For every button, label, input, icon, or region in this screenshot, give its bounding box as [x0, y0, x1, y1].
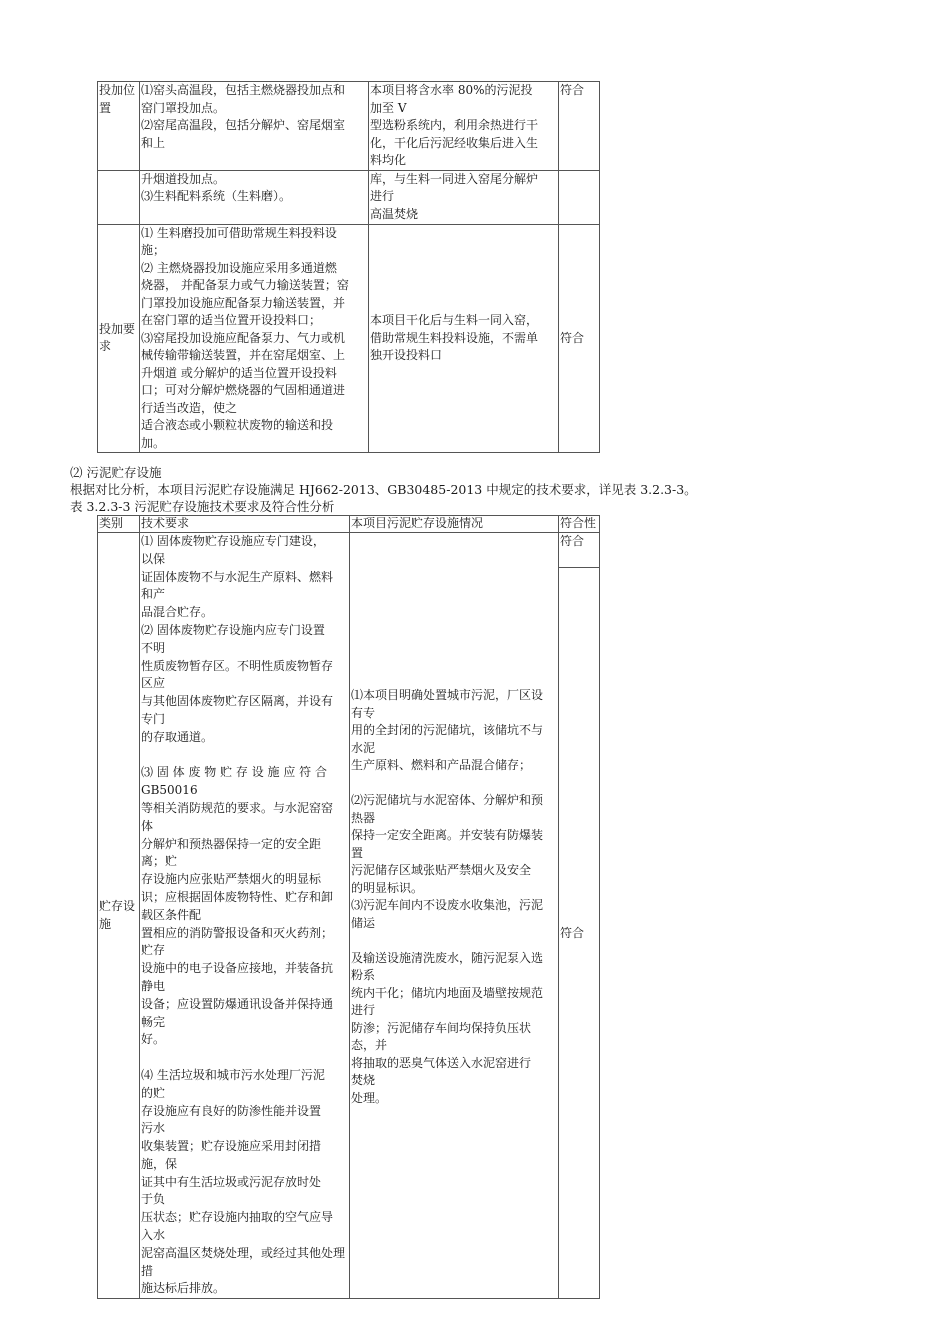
project-cell: 本项目干化后与生料一同入窑， 借助常规生料投料设施，不需单 独开设投料口: [369, 224, 559, 453]
section-heading: ⑵ 污泥贮存设施: [70, 465, 162, 480]
category-cell: 贮存设 施: [98, 533, 140, 1299]
conformity-cell: 符合: [559, 568, 600, 1299]
table-feeding: [97, 81, 600, 453]
intro-paragraph: 根据对比分析，本项目污泥贮存设施满足 HJ662-2013、GB30485-2013 中规定的技术要求，详见表 3.2.3-3。: [70, 482, 697, 497]
conformity-cell: 符合: [559, 533, 600, 568]
category-cell: [98, 170, 140, 224]
requirement-cell: ⑴ 生料磨投加可借助常规生料投料设 施； ⑵ 主燃烧器投加设施应采用多通道燃 烧器， 并配备泵力或气力输送装置；窑 门罩投加设施应配备泵力输送装置，并 在窑门罩的适当位置开设投料口； ⑶窑尾投加设施应配备泵力、气力或机 械传输带输送装置，并在窑尾烟室、上 升烟道 或分解炉的适当位置开设投料 口；可对分解炉燃烧器的气固相通道进 行适当改造，使之 适合液态或小颗粒状废物的输送和投 加。: [140, 224, 369, 453]
conformity-cell: [559, 170, 600, 224]
conformity-cell: 符合: [559, 224, 600, 453]
table-sludge-storage: [97, 515, 600, 1299]
table-row: [98, 533, 600, 568]
category-cell: 投加要 求: [98, 224, 140, 453]
table-header-row: [98, 516, 600, 533]
table-caption: 表 3.2.3-3 污泥贮存设施技术要求及符合性分析: [70, 499, 335, 514]
requirement-cell: ⑴ 固体废物贮存设施应专门建设， 以保 证固体废物不与水泥生产原料、燃料 和产 品混合贮存。 ⑵ 固体废物贮存设施内应专门设置 不明 性质废物暂存区。不明性质废物暂存 区应 与其他固体废物贮存区隔离，并设有 专门 的存取通道。 ⑶ 固 体 废 物 贮 存 设 施 应 符 合 GB50016 等相关消防规范的要求。与水泥窑窑 体 分解炉和预热器保持一定的安全距 离；贮 存设施内应张贴严禁烟火的明显标 识；应根据固体废物特性、贮存和卸 载区条件配 置相应的消防警报设备和灭火药剂； 贮存 设施中的电子设备应接地，并装备抗 静电 设备；应设置防爆通讯设备并保持通 畅完 好。 ⑷ 生活垃圾和城市污水处理厂污泥 的贮 存设施应有良好的防渗性能并设置 污水 收集装置；贮存设施应采用封闭措 施，保 证其中有生活垃圾或污泥存放时处 于负 压状态；贮存设施内抽取的空气应导 入水 泥窑高温区焚烧处理，或经过其他处理 措 施达标后排放。: [140, 533, 350, 1299]
category-cell: 投加位 置: [98, 82, 140, 171]
table-row: [98, 82, 600, 171]
requirement-cell: ⑴窑头高温段，包括主燃烧器投加点和 窑门罩投加点。 ⑵窑尾高温段，包括分解炉、窑尾烟室 和上: [140, 82, 369, 171]
header-conformity: 符合性: [559, 516, 600, 533]
header-category: 类别: [98, 516, 140, 533]
project-cell: ⑴本项目明确处置城市污泥，厂区设 有专 用的全封闭的污泥储坑，该储坑不与 水泥 生产原料、燃料和产品混合储存； ⑵污泥储坑与水泥窑体、分解炉和预 热器 保持一定安全距离。并安装有防爆装 置 污泥储存区域张贴严禁烟火及安全 的明显标识。 ⑶污泥车间内不设废水收集池，污泥 储运 及输送设施清洗废水，随污泥泵入选 粉系 统内干化；储坑内地面及墙壁按规范 进行 防渗；污泥储存车间均保持负压状 态，并 将抽取的恶臭气体送入水泥窑进行 焚烧 处理。: [350, 533, 559, 1299]
project-cell: 本项目将含水率 80%的污泥投 加至 V 型选粉系统内，利用余热进行干 化，干化后污泥经收集后进入生 料均化: [369, 82, 559, 171]
conformity-cell: 符合: [559, 82, 600, 171]
project-cell: 库，与生料一同进入窑尾分解炉 进行 高温焚烧: [369, 170, 559, 224]
table-row: [98, 170, 600, 224]
header-requirement: 技术要求: [140, 516, 350, 533]
requirement-cell: 升烟道投加点。 ⑶生料配料系统（生料磨）。: [140, 170, 369, 224]
header-project: 本项目污泥贮存设施情况: [350, 516, 559, 533]
table-row: [98, 224, 600, 453]
